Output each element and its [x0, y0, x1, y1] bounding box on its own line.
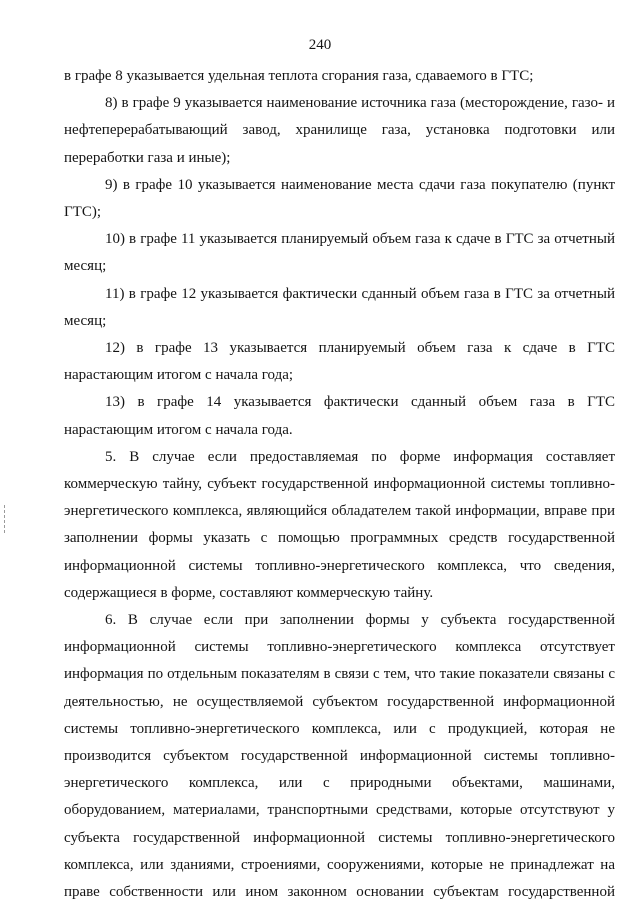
document-body: [64, 63, 615, 906]
page-number: 240: [308, 37, 332, 53]
scan-margin-mark: [4, 505, 6, 533]
paragraph-section-6: 6. В случае если при заполнении формы у субъекта государственной информационной системы топливно-энергетического комплекса отсутствует информация по отдельным показателям в связи с тем, что такие показатели связаны с деятельностью, не осуществляемой субъектом государственной информационной системы топливно-энергетического комплекса, или с продукцией, которая не производится субъектом государственной информационной системы топливно-энергетического комплекса, или с природными объектами, машинами, оборудованием, материалами, транспортными средствами, которые отсутствуют у субъекта государственной информационной системы топливно-энергетического комплекса, или зданиями, строениями, сооружениями, которые не принадлежат на праве собственности или ином законном основании субъектам государственной: [64, 612, 615, 901]
paragraph-graph-8-continuation: в графе 8 указывается удельная теплота сгорания газа, сдаваемого в ГТС;: [64, 68, 534, 84]
paragraph-item-13: 13) в графе 14 указывается фактически сданный объем газа в ГТС нарастающим итогом с начала года.: [64, 394, 615, 438]
paragraph-item-12: 12) в графе 13 указывается планируемый объем газа к сдаче в ГТС нарастающим итогом с начала года;: [64, 340, 615, 384]
paragraph-item-11: 11) в графе 12 указывается фактически сданный объем газа в ГТС за отчетный месяц;: [64, 285, 615, 329]
paragraph-item-10: 10) в графе 11 указывается планируемый объем газа к сдаче в ГТС за отчетный месяц;: [64, 231, 615, 275]
paragraph-item-9: 9) в графе 10 указывается наименование места сдачи газа покупателю (пункт ГТС);: [64, 176, 615, 221]
paragraph-item-8: 8) в графе 9 указывается наименование источника газа (месторождение, газо- и нефтеперерабатывающий завод, хранилище газа, установка подготовки или переработки газа и иные);: [64, 95, 615, 166]
paragraph-section-5: 5. В случае если предоставляемая по форме информация составляет коммерческую тайну, субъект государственной информационной системы топливно-энергетического комплекса, являющийся обладателем такой информации, вправе при заполнении формы указать с помощью программных средств государственной информационной системы топливно-энергетического комплекса, что сведения, содержащиеся в форме, составляют коммерческую тайну.: [64, 448, 615, 601]
